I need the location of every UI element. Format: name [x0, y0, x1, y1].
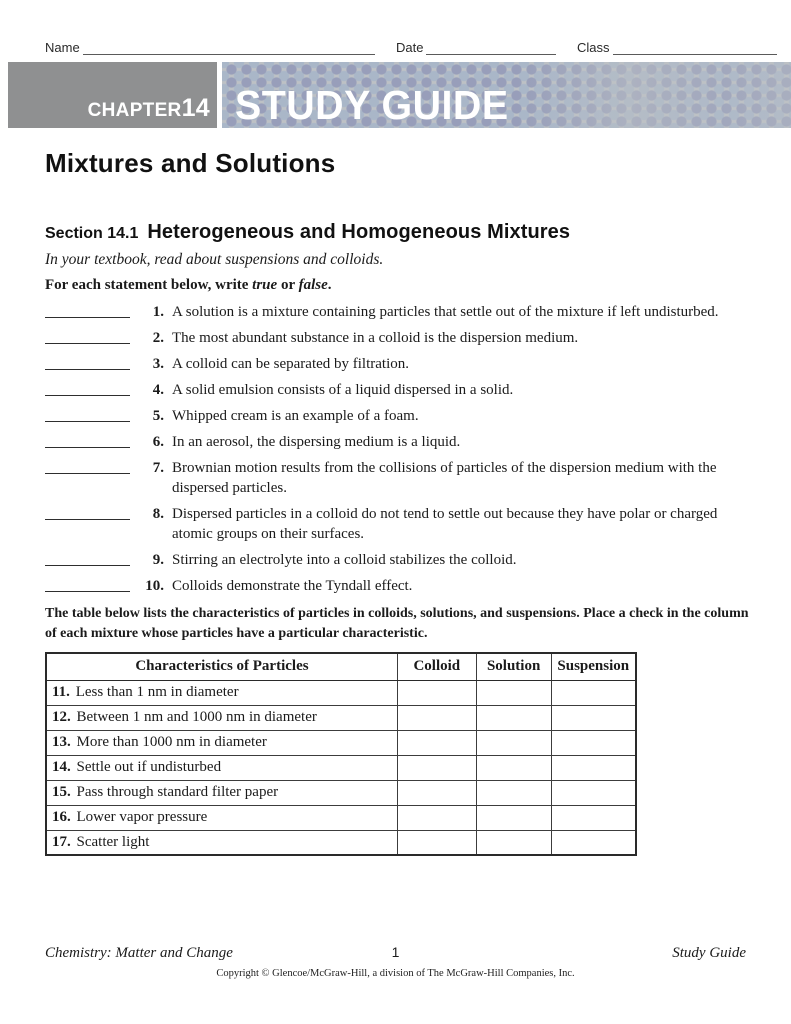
name-field-group — [45, 40, 375, 55]
date-input-line[interactable] — [426, 40, 556, 55]
statement-item-5 — [45, 406, 751, 426]
statement-text: The most abundant substance in a colloid is the dispersion medium. — [172, 330, 579, 346]
table-row-13 — [46, 730, 636, 755]
name-input-line[interactable] — [83, 40, 375, 55]
statement-text: A colloid can be separated by filtration. — [172, 356, 410, 372]
statement-number: 8. — [152, 506, 164, 522]
statement-text: Dispersed particles in a colloid do not tend to settle out because they have polar or charged atomic groups on their surfaces. — [172, 506, 718, 542]
statement-item-8 — [45, 504, 751, 544]
row-text: Scatter light — [76, 833, 150, 850]
header-characteristics: Characteristics of Particles — [46, 653, 397, 680]
check-cell-suspension-13[interactable] — [551, 730, 636, 755]
date-field-group — [396, 40, 556, 55]
characteristic-cell — [46, 730, 397, 755]
answer-blank-6[interactable] — [45, 432, 130, 448]
chapter-box — [8, 62, 217, 128]
table-header-row — [46, 653, 636, 680]
row-text: Less than 1 nm in diameter — [75, 684, 239, 700]
section-heading — [45, 220, 751, 246]
answer-blank-9[interactable] — [45, 550, 130, 566]
chapter-heading — [88, 94, 210, 123]
statement-number: 1. — [152, 304, 164, 320]
characteristic-cell — [46, 780, 397, 805]
characteristics-table — [45, 652, 637, 856]
check-cell-suspension-12[interactable] — [551, 705, 636, 730]
class-label: Class — [577, 40, 610, 55]
header-colloid: Colloid — [397, 653, 476, 680]
check-cell-colloid-15[interactable] — [397, 780, 476, 805]
answer-blank-2[interactable] — [45, 328, 130, 344]
directions-part3: . — [327, 277, 332, 293]
chapter-number: 14 — [181, 94, 210, 122]
row-number: 17. — [52, 833, 71, 850]
characteristic-cell — [46, 705, 397, 730]
check-cell-suspension-14[interactable] — [551, 755, 636, 780]
characteristic-cell — [46, 830, 397, 855]
study-guide-title: STUDY GUIDE — [235, 82, 509, 128]
answer-blank-1[interactable] — [45, 302, 130, 318]
row-number: 11. — [52, 684, 70, 700]
statement-text: Stirring an electrolyte into a colloid stabilizes the colloid. — [172, 552, 517, 568]
check-cell-solution-13[interactable] — [476, 730, 551, 755]
check-cell-solution-12[interactable] — [476, 705, 551, 730]
statement-item-6 — [45, 432, 751, 452]
page-footer — [45, 944, 746, 962]
row-number: 12. — [52, 709, 71, 725]
section-title: Heterogeneous and Homogeneous Mixtures — [147, 221, 571, 243]
statement-number: 6. — [152, 434, 164, 450]
table-instruction: The table below lists the characteristics of particles in colloids, solutions, and suspensions. Place a check in the column of each mixture whose particles have a particular characteristic. — [45, 606, 749, 641]
row-text: Settle out if undisturbed — [76, 759, 222, 775]
header-solution: Solution — [476, 653, 551, 680]
check-cell-colloid-11[interactable] — [397, 680, 476, 705]
check-cell-suspension-16[interactable] — [551, 805, 636, 830]
statement-number: 5. — [152, 408, 164, 424]
section-label: Section 14.1 — [45, 225, 139, 242]
statements-list — [45, 302, 751, 596]
characteristic-cell — [46, 805, 397, 830]
directions-part2: or — [277, 277, 299, 293]
row-number: 14. — [52, 759, 71, 775]
name-label: Name — [45, 40, 80, 55]
statement-text: Colloids demonstrate the Tyndall effect. — [172, 578, 413, 594]
statement-number: 10. — [145, 578, 164, 594]
row-number: 13. — [52, 734, 71, 750]
footer-book-title: Chemistry: Matter and Change — [45, 945, 233, 961]
statement-item-2 — [45, 328, 751, 348]
table-row-14 — [46, 755, 636, 780]
statement-number: 4. — [152, 382, 164, 398]
true-false-directions — [45, 275, 751, 295]
statement-text: A solution is a mixture containing particles that settle out of the mixture if left undisturbed. — [172, 304, 719, 320]
statement-text: In an aerosol, the dispersing medium is a liquid. — [172, 434, 461, 450]
answer-blank-7[interactable] — [45, 458, 130, 474]
answer-blank-4[interactable] — [45, 380, 130, 396]
check-cell-colloid-14[interactable] — [397, 755, 476, 780]
true-word: true — [252, 277, 278, 293]
class-field-group — [577, 40, 777, 55]
statement-number: 2. — [152, 330, 164, 346]
header-suspension: Suspension — [551, 653, 636, 680]
answer-blank-3[interactable] — [45, 354, 130, 370]
characteristic-cell — [46, 680, 397, 705]
answer-blank-5[interactable] — [45, 406, 130, 422]
check-cell-solution-15[interactable] — [476, 780, 551, 805]
statement-item-10 — [45, 576, 751, 596]
check-cell-colloid-17[interactable] — [397, 830, 476, 855]
page-number: 1 — [391, 944, 400, 960]
row-text: More than 1000 nm in diameter — [76, 734, 267, 750]
statement-item-7 — [45, 458, 751, 498]
answer-blank-8[interactable] — [45, 504, 130, 520]
class-input-line[interactable] — [613, 40, 777, 55]
check-cell-solution-17[interactable] — [476, 830, 551, 855]
footer-doc-type: Study Guide — [672, 945, 746, 961]
page-title: Mixtures and Solutions — [45, 148, 336, 178]
statement-number: 9. — [152, 552, 164, 568]
row-text: Lower vapor pressure — [76, 809, 208, 825]
check-cell-suspension-11[interactable] — [551, 680, 636, 705]
check-cell-suspension-17[interactable] — [551, 830, 636, 855]
table-row-15 — [46, 780, 636, 805]
statement-item-9 — [45, 550, 751, 570]
statement-text: A solid emulsion consists of a liquid dispersed in a solid. — [172, 382, 514, 398]
statement-text: Brownian motion results from the collisions of particles of the dispersion medium with the dispersed particles. — [172, 460, 717, 496]
table-row-17 — [46, 830, 636, 855]
check-cell-colloid-13[interactable] — [397, 730, 476, 755]
characteristic-cell — [46, 755, 397, 780]
statement-number: 7. — [152, 460, 164, 476]
table-row-16 — [46, 805, 636, 830]
header-fields — [45, 40, 777, 55]
row-text: Between 1 nm and 1000 nm in diameter — [76, 709, 317, 725]
date-label: Date — [396, 40, 424, 55]
chapter-label: CHAPTER — [87, 100, 182, 121]
check-cell-colloid-16[interactable] — [397, 805, 476, 830]
answer-blank-10[interactable] — [45, 576, 130, 592]
check-cell-suspension-15[interactable] — [551, 780, 636, 805]
statement-item-1 — [45, 302, 751, 322]
worksheet-content — [45, 148, 751, 856]
statement-number: 3. — [152, 356, 164, 372]
statement-text: Whipped cream is an example of a foam. — [172, 408, 419, 424]
false-word: false — [298, 277, 328, 293]
table-row-11 — [46, 680, 636, 705]
row-number: 15. — [52, 784, 71, 800]
check-cell-colloid-12[interactable] — [397, 705, 476, 730]
check-cell-solution-16[interactable] — [476, 805, 551, 830]
table-row-12 — [46, 705, 636, 730]
row-number: 16. — [52, 809, 71, 825]
statement-item-4 — [45, 380, 751, 400]
study-guide-banner — [222, 62, 791, 128]
textbook-directions: In your textbook, read about suspensions and colloids. — [45, 251, 384, 268]
row-text: Pass through standard filter paper — [76, 784, 279, 800]
copyright-notice: Copyright © Glencoe/McGraw-Hill, a division of The McGraw-Hill Companies, Inc. — [216, 968, 575, 979]
chapter-banner — [8, 62, 791, 128]
check-cell-solution-11[interactable] — [476, 680, 551, 705]
statement-item-3 — [45, 354, 751, 374]
directions-part1: For each statement below, write — [45, 277, 253, 293]
check-cell-solution-14[interactable] — [476, 755, 551, 780]
